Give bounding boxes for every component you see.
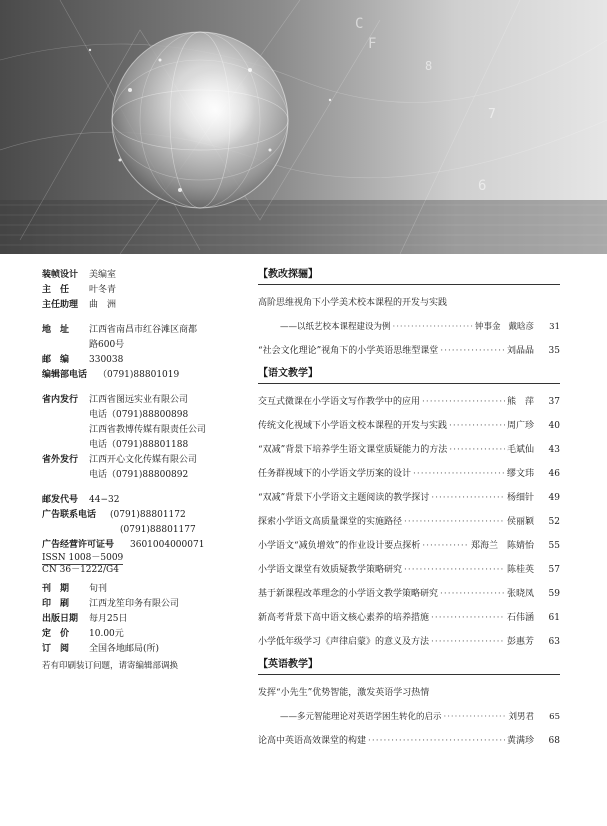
outside-distribution-label: 省外发行: [42, 455, 79, 465]
publication-row: [42, 582, 252, 597]
toc-entry-title: 任务群视域下的小学语文学历案的设计: [258, 469, 412, 479]
domestic-distribution-value: 电话（0791)88800898: [89, 410, 189, 420]
domestic-distribution-value: 江西省图远实业有限公司: [89, 395, 189, 405]
toc-entry-subtitle: ——多元智能理论对英语学困生转化的启示: [280, 712, 442, 722]
publication-label: 印 刷: [42, 599, 70, 609]
toc-entry-author: [475, 315, 534, 339]
section-title: 【语文教学】: [258, 367, 560, 384]
masthead-value: 叶冬青: [89, 285, 117, 295]
postcode-value: 330038: [89, 355, 124, 365]
leader-dots: [393, 315, 473, 339]
toc-entry-title: “双减”背景下培养学生语文课堂质疑能力的方法: [258, 445, 448, 455]
toc-entry-title: 传统文化视域下小学语文校本课程的开发与实践: [258, 421, 448, 431]
masthead-row: [42, 283, 252, 298]
publication-row: [42, 597, 252, 612]
address-label: 地 址: [42, 325, 70, 335]
mail-code-label: 邮发代号: [42, 495, 79, 505]
toc-entry-author: 刘晶晶: [506, 346, 534, 356]
editorial-phone-value: （0791)88801019: [98, 370, 180, 380]
toc-entry[interactable]: [258, 438, 560, 462]
postcode-row: [42, 353, 252, 368]
masthead-row: [42, 268, 252, 283]
leader-dots: [431, 606, 505, 630]
leader-dots: [368, 729, 505, 753]
toc-entry-page: 52: [548, 517, 560, 527]
toc-entry[interactable]: [258, 606, 560, 630]
leader-dots: [449, 438, 505, 462]
toc-entry[interactable]: [258, 291, 560, 315]
toc-entry-page: 57: [548, 565, 560, 575]
toc-entry[interactable]: [258, 582, 560, 606]
toc-entry-page: 61: [548, 613, 560, 623]
toc-entry-title: 论高中英语高效课堂的构建: [258, 736, 367, 746]
postcode-label: 邮 编: [42, 355, 70, 365]
mail-code-value: 44−32: [89, 495, 120, 505]
leader-dots: [431, 630, 505, 654]
ad-phone-value: (0791)88801177: [120, 525, 196, 535]
toc-entry-title: 新高考背景下高中语文核心素养的培养措施: [258, 613, 430, 623]
masthead-label: 主任助理: [42, 300, 79, 310]
banner-glyph: 8: [425, 59, 433, 73]
toc-entry-page: 43: [548, 445, 560, 455]
toc-entry[interactable]: [258, 390, 560, 414]
toc-entry-author: 刘男君: [508, 712, 534, 722]
toc-entry-author: 石伟涵: [506, 613, 534, 623]
ad-phone-value: (0791)88801172: [110, 510, 186, 520]
domestic-distribution-value: 江西省教博传媒有限责任公司: [89, 425, 207, 435]
leader-dots: [404, 510, 505, 534]
banner-glyph: 7: [488, 107, 496, 122]
toc-entry-author: 侯丽颖: [506, 517, 534, 527]
editorial-phone-label: 编辑部电话: [42, 370, 88, 380]
masthead-label: 主 任: [42, 285, 70, 295]
toc-entry-author: 杨细针: [506, 493, 534, 503]
toc-entry[interactable]: [258, 729, 560, 753]
section-title: 【英语教学】: [258, 658, 560, 675]
publication-label: 出版日期: [42, 614, 79, 624]
ad-phone-row: [42, 508, 252, 523]
banner-glyph: F: [368, 36, 377, 52]
outside-distribution-value: 电话（0791)88800892: [89, 470, 189, 480]
publication-value: 全国各地邮局(所): [89, 644, 160, 654]
toc-entry-author: 黄满珍: [506, 736, 534, 746]
toc-entry-page: 49: [548, 493, 560, 503]
publication-value: 江西龙笙印务有限公司: [89, 599, 180, 609]
toc-entry-page: 31: [549, 322, 560, 332]
toc-entry-author: 熊 萍: [506, 397, 534, 407]
publication-label: 订 阅: [42, 644, 70, 654]
publication-value: 旬刊: [89, 584, 108, 594]
publication-value: 10.00元: [89, 629, 124, 639]
cover-banner-image: [0, 0, 607, 254]
domestic-distribution-row: [42, 393, 252, 408]
toc-entry[interactable]: [258, 681, 560, 705]
toc-entry-author: 张晓凤: [506, 589, 534, 599]
toc-entry-page: 63: [548, 637, 560, 647]
toc-entry-page: 37: [548, 397, 560, 407]
masthead-value: 曲 洲: [89, 300, 117, 310]
publication-row: [42, 627, 252, 642]
toc-entry-title: 小学语文课堂有效质疑教学策略研究: [258, 565, 403, 575]
toc-entry-page: 35: [548, 346, 560, 356]
toc-entry-author: 缪文玮: [506, 469, 534, 479]
toc-entry-title: “双减”背景下小学语文主题阅读的教学探讨: [258, 493, 430, 503]
toc-entry[interactable]: [258, 534, 560, 558]
mail-code-row: [42, 493, 252, 508]
toc-entry-author: 周广珍: [506, 421, 534, 431]
banner-glyph: 6: [478, 178, 487, 194]
publication-row: [42, 642, 252, 657]
ad-license-label: 广告经营许可证号: [42, 540, 115, 550]
toc-entry[interactable]: [258, 510, 560, 534]
toc-entry-title: 探索小学语文高质量课堂的实施路径: [258, 517, 403, 527]
toc-entry[interactable]: [258, 630, 560, 654]
toc-entry[interactable]: [258, 558, 560, 582]
toc-entry-author: 郑海兰 陈婧怡: [470, 541, 534, 551]
toc-entry-title: 小学语文“减负增效”的作业设计要点探析: [258, 541, 421, 551]
toc-entry-title: 基于新课程改革理念的小学语文教学策略研究: [258, 589, 439, 599]
toc-entry[interactable]: [258, 462, 560, 486]
toc-entry-author: 彭惠芳: [506, 637, 534, 647]
toc-entry-subtitle-row[interactable]: [258, 705, 560, 729]
toc-entry-page: 40: [548, 421, 560, 431]
author-name: 钟事金: [474, 322, 501, 332]
ad-license-value: 3601004000071: [130, 540, 205, 550]
toc-entry-author: 毛斌仙: [506, 445, 534, 455]
address-value-cont: 路600号: [89, 340, 125, 350]
publication-value: 每月25日: [89, 614, 128, 624]
leader-dots: [431, 486, 505, 510]
tech-sphere-illustration: [0, 0, 607, 254]
leader-dots: [444, 705, 507, 729]
toc-entry-subtitle: ——以纸艺校本课程建设为例: [280, 322, 391, 332]
leader-dots: [422, 390, 505, 414]
toc-entry[interactable]: [258, 486, 560, 510]
toc-entry-title: 交互式微课在小学语文写作教学中的应用: [258, 397, 421, 407]
leader-dots: [440, 339, 505, 363]
toc-entry-page: 46: [548, 469, 560, 479]
toc-entry-subtitle-row[interactable]: [258, 315, 560, 339]
toc-entry-page: 65: [549, 712, 560, 722]
toc-entry-title: “社会文化理论”视角下的小学英语思维型课堂: [258, 346, 439, 356]
publication-label: 定 价: [42, 629, 70, 639]
banner-glyph: C: [355, 16, 364, 32]
ad-license-row: [42, 538, 252, 553]
author-name: 戴晗彦: [508, 322, 534, 332]
address-value: 江西省南昌市红谷滩区商都: [89, 325, 198, 335]
leader-dots: [449, 414, 505, 438]
masthead-row: [42, 298, 252, 313]
domestic-distribution-value: 电话（0791)88801188: [89, 440, 189, 450]
toc-entry-title: 发挥“小先生”优势智能，激发英语学习热情: [258, 688, 430, 698]
masthead-label: 装帧设计: [42, 270, 79, 280]
print-defect-notice: 若有印刷装订问题，请寄编辑部调换: [42, 661, 179, 671]
domestic-distribution-label: 省内发行: [42, 395, 79, 405]
leader-dots: [404, 558, 505, 582]
publication-label: 刊 期: [42, 584, 70, 594]
toc-entry-author: 陈桂英: [506, 565, 534, 575]
cn-number: CN 36－1222/G4: [42, 565, 119, 575]
section-title: 【教改探骊】: [258, 268, 560, 285]
toc-entry[interactable]: [258, 339, 560, 363]
issn-block: [42, 553, 252, 576]
address-row: [42, 323, 252, 338]
outside-distribution-value: 江西开心文化传媒有限公司: [89, 455, 198, 465]
toc-entry-title: 高阶思维视角下小学美术校本课程的开发与实践: [258, 298, 448, 308]
toc-entry-page: 68: [548, 736, 560, 746]
leader-dots: [440, 582, 505, 606]
ad-phone-label: 广告联系电话: [42, 510, 97, 520]
toc-entry-title: 小学低年级学习《声律启蒙》的意义及方法: [258, 637, 430, 647]
table-of-contents: [258, 268, 560, 753]
toc-entry[interactable]: [258, 414, 560, 438]
leader-dots: [413, 462, 505, 486]
masthead-column: [42, 268, 252, 674]
editorial-phone-row: [42, 368, 252, 383]
toc-entry-page: 59: [548, 589, 560, 599]
masthead-value: 美编室: [89, 270, 117, 280]
toc-entry-page: 55: [548, 541, 560, 551]
publication-row: [42, 612, 252, 627]
leader-dots: [422, 534, 469, 558]
toc-section-list: [258, 390, 560, 654]
outside-distribution-row: [42, 453, 252, 468]
issn-number: ISSN 1008－5009: [42, 553, 124, 563]
